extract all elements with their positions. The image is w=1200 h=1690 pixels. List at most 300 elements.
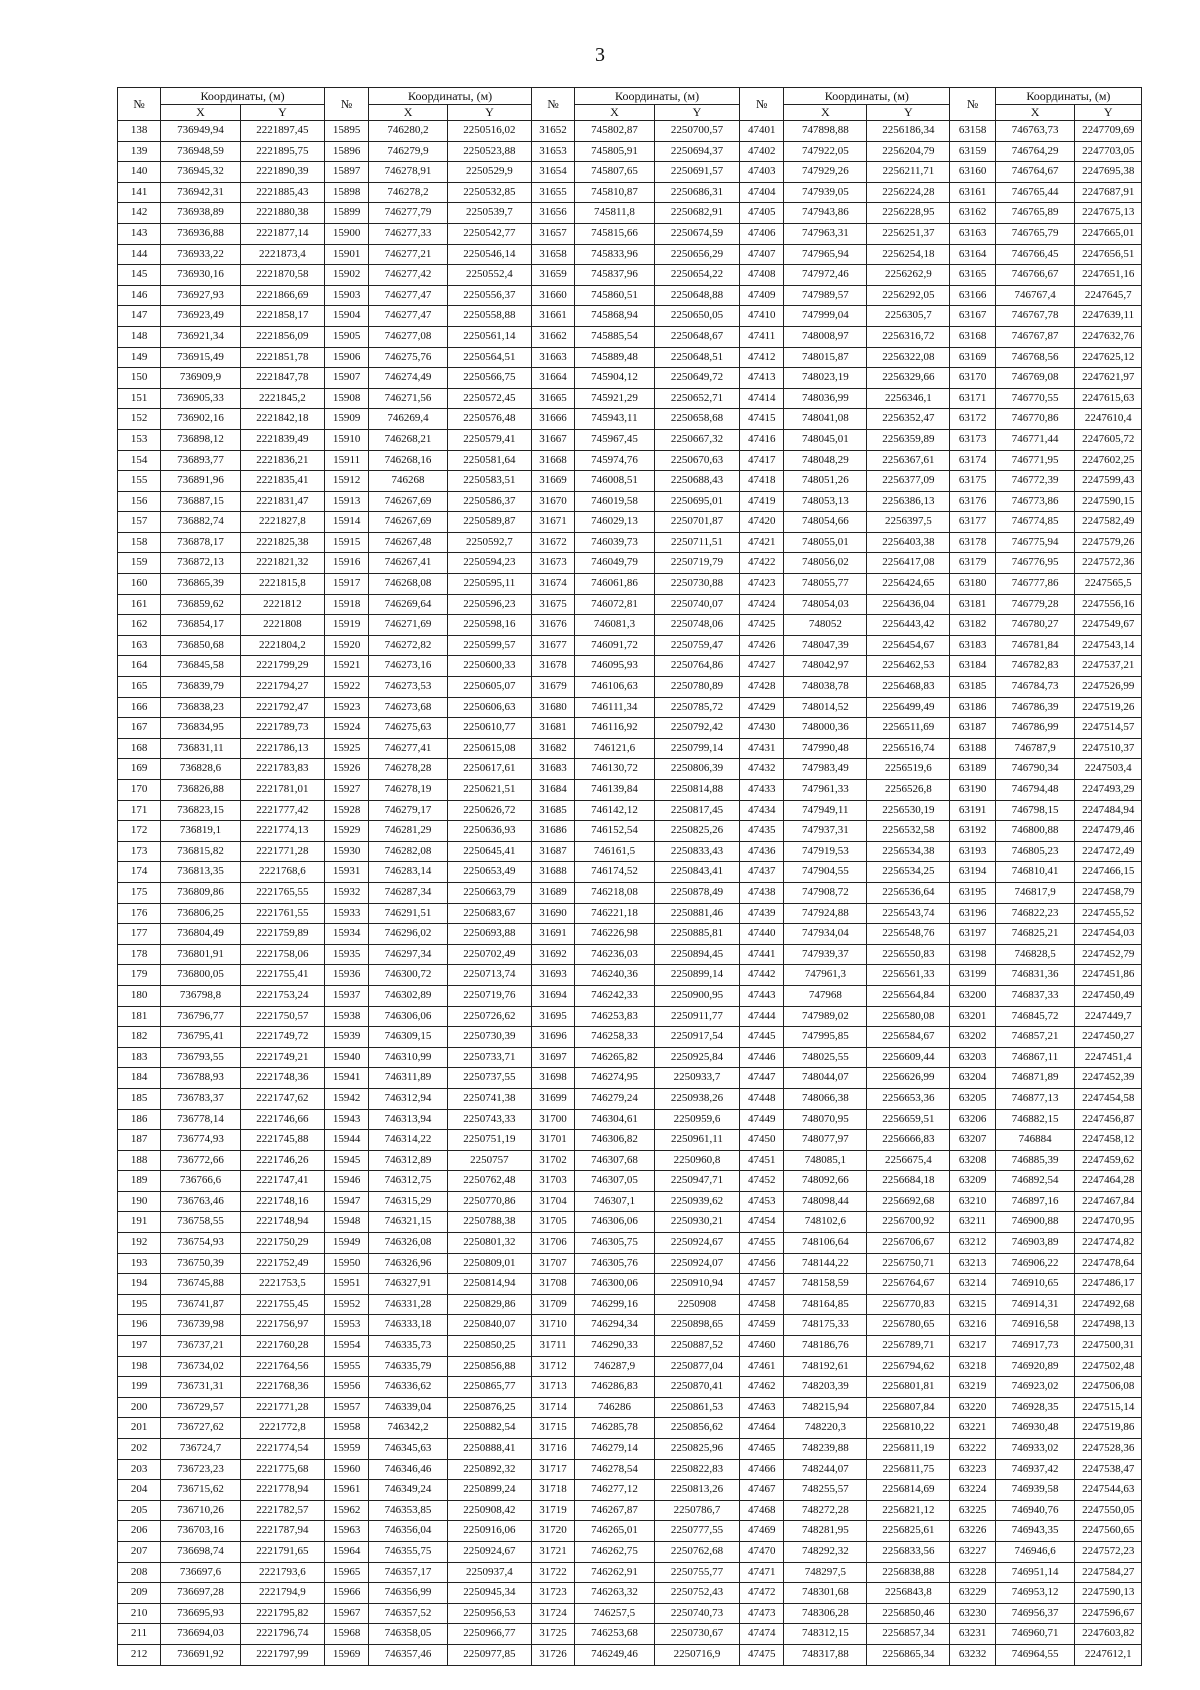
y-coordinate: 2247519,26	[1075, 697, 1142, 718]
x-coordinate: 746253,83	[575, 1006, 655, 1027]
point-number: 63208	[950, 1150, 995, 1171]
y-coordinate: 2256814,69	[867, 1480, 950, 1501]
point-number: 15896	[324, 141, 368, 162]
y-coordinate: 2250924,07	[654, 1253, 739, 1274]
y-header: Y	[240, 105, 324, 121]
y-coordinate: 2250576,48	[447, 409, 531, 430]
point-number: 47465	[740, 1439, 784, 1460]
x-coordinate: 746061,86	[575, 574, 655, 595]
point-number: 63160	[950, 162, 995, 183]
x-coordinate: 746892,54	[995, 1171, 1075, 1192]
y-coordinate: 2250572,45	[447, 388, 531, 409]
y-coordinate: 2250730,88	[654, 574, 739, 595]
y-coordinate: 2221758,06	[240, 944, 324, 965]
point-number: 47463	[740, 1397, 784, 1418]
point-number: 31686	[531, 821, 574, 842]
point-number: 153	[118, 429, 161, 450]
y-coordinate: 2256468,83	[867, 677, 950, 698]
x-coordinate: 746286	[575, 1397, 655, 1418]
y-coordinate: 2256821,12	[867, 1500, 950, 1521]
x-coordinate: 746914,31	[995, 1294, 1075, 1315]
x-coordinate: 746771,44	[995, 429, 1075, 450]
point-number: 63183	[950, 635, 995, 656]
y-coordinate: 2250829,86	[447, 1294, 531, 1315]
x-coordinate: 746294,34	[575, 1315, 655, 1336]
point-number: 47434	[740, 800, 784, 821]
y-coordinate: 2256770,83	[867, 1294, 950, 1315]
coordinates-header: Координаты, (м)	[784, 88, 950, 105]
x-coordinate: 746277,21	[369, 244, 448, 265]
y-coordinate: 2247621,97	[1075, 368, 1142, 389]
point-number: 15921	[324, 656, 368, 677]
point-number: 31681	[531, 718, 574, 739]
point-number: 47451	[740, 1150, 784, 1171]
point-number: 196	[118, 1315, 161, 1336]
point-number: 47470	[740, 1541, 784, 1562]
x-coordinate: 748055,01	[784, 532, 867, 553]
y-coordinate: 2221812	[240, 594, 324, 615]
y-coordinate: 2221753,5	[240, 1274, 324, 1295]
point-number: 31666	[531, 409, 574, 430]
point-number: 47415	[740, 409, 784, 430]
point-number: 63185	[950, 677, 995, 698]
table-row	[118, 697, 1142, 718]
point-number: 15950	[324, 1253, 368, 1274]
point-number: 190	[118, 1191, 161, 1212]
x-coordinate: 746767,87	[995, 326, 1075, 347]
y-coordinate: 2250961,11	[654, 1130, 739, 1151]
point-number: 63190	[950, 780, 995, 801]
x-coordinate: 746268,08	[369, 574, 448, 595]
point-number: 15913	[324, 491, 368, 512]
x-coordinate: 747934,04	[784, 924, 867, 945]
point-number: 200	[118, 1397, 161, 1418]
point-number: 47430	[740, 718, 784, 739]
point-number: 15959	[324, 1439, 368, 1460]
y-coordinate: 2221866,69	[240, 285, 324, 306]
y-coordinate: 2247612,1	[1075, 1644, 1142, 1665]
x-coordinate: 747939,05	[784, 182, 867, 203]
y-coordinate: 2256211,71	[867, 162, 950, 183]
x-coordinate: 746161,5	[575, 841, 655, 862]
table-row	[118, 1356, 1142, 1377]
y-coordinate: 2221873,4	[240, 244, 324, 265]
point-number: 31660	[531, 285, 574, 306]
x-coordinate: 746274,49	[369, 368, 448, 389]
point-number: 63170	[950, 368, 995, 389]
table-row	[118, 594, 1142, 615]
point-number: 15965	[324, 1562, 368, 1583]
x-coordinate: 736783,37	[161, 1088, 241, 1109]
y-coordinate: 2221748,94	[240, 1212, 324, 1233]
x-coordinate: 748092,66	[784, 1171, 867, 1192]
table-row	[118, 615, 1142, 636]
table-row	[118, 985, 1142, 1006]
x-coordinate: 746917,73	[995, 1336, 1075, 1357]
point-number: 47425	[740, 615, 784, 636]
y-coordinate: 2221760,28	[240, 1336, 324, 1357]
point-number: 15935	[324, 944, 368, 965]
x-coordinate: 747989,57	[784, 285, 867, 306]
x-coordinate: 748158,59	[784, 1274, 867, 1295]
y-coordinate: 2247584,27	[1075, 1562, 1142, 1583]
y-coordinate: 2247503,4	[1075, 759, 1142, 780]
table-row	[118, 1603, 1142, 1624]
x-coordinate: 746871,89	[995, 1068, 1075, 1089]
y-coordinate: 2256251,37	[867, 223, 950, 244]
y-coordinate: 2256224,28	[867, 182, 950, 203]
x-coordinate: 736819,1	[161, 821, 241, 842]
point-number: 63200	[950, 985, 995, 1006]
x-coordinate: 748066,38	[784, 1088, 867, 1109]
x-coordinate: 736758,55	[161, 1212, 241, 1233]
y-coordinate: 2250780,89	[654, 677, 739, 698]
point-number: 63205	[950, 1088, 995, 1109]
x-coordinate: 747983,49	[784, 759, 867, 780]
table-row	[118, 1088, 1142, 1109]
y-coordinate: 2221747,41	[240, 1171, 324, 1192]
point-number: 177	[118, 924, 161, 945]
y-coordinate: 2250924,67	[654, 1233, 739, 1254]
point-number: 47407	[740, 244, 784, 265]
y-coordinate: 2247456,87	[1075, 1109, 1142, 1130]
y-coordinate: 2250814,94	[447, 1274, 531, 1295]
x-coordinate: 746784,73	[995, 677, 1075, 698]
point-number: 47437	[740, 862, 784, 883]
x-coordinate: 745921,29	[575, 388, 655, 409]
x-header: X	[369, 105, 448, 121]
y-coordinate: 2256857,34	[867, 1624, 950, 1645]
point-number: 47448	[740, 1088, 784, 1109]
x-coordinate: 746265,01	[575, 1521, 655, 1542]
point-number: 15944	[324, 1130, 368, 1151]
y-coordinate: 2250799,14	[654, 738, 739, 759]
y-coordinate: 2221890,39	[240, 162, 324, 183]
point-number: 15961	[324, 1480, 368, 1501]
table-row	[118, 924, 1142, 945]
point-number: 63210	[950, 1191, 995, 1212]
y-coordinate: 2247695,38	[1075, 162, 1142, 183]
point-number: 15966	[324, 1583, 368, 1604]
x-coordinate: 736754,93	[161, 1233, 241, 1254]
y-coordinate: 2221774,13	[240, 821, 324, 842]
point-number: 15941	[324, 1068, 368, 1089]
point-number: 15917	[324, 574, 368, 595]
point-number: 15962	[324, 1500, 368, 1521]
point-number: 63206	[950, 1109, 995, 1130]
x-coordinate: 746766,45	[995, 244, 1075, 265]
point-number: 47464	[740, 1418, 784, 1439]
table-row	[118, 121, 1142, 142]
x-coordinate: 746277,47	[369, 306, 448, 327]
y-coordinate: 2250702,49	[447, 944, 531, 965]
x-coordinate: 746278,54	[575, 1459, 655, 1480]
point-number: 15932	[324, 882, 368, 903]
point-number: 175	[118, 882, 161, 903]
point-number: 31693	[531, 965, 574, 986]
y-coordinate: 2250911,77	[654, 1006, 739, 1027]
x-coordinate: 736796,77	[161, 1006, 241, 1027]
x-coordinate: 746279,24	[575, 1088, 655, 1109]
x-coordinate: 736938,89	[161, 203, 241, 224]
x-coordinate: 746928,35	[995, 1397, 1075, 1418]
y-coordinate: 2256789,71	[867, 1336, 950, 1357]
y-coordinate: 2247572,23	[1075, 1541, 1142, 1562]
point-number: 63209	[950, 1171, 995, 1192]
point-number: 47413	[740, 368, 784, 389]
x-coordinate: 746770,86	[995, 409, 1075, 430]
x-coordinate: 746356,04	[369, 1521, 448, 1542]
point-number: 47433	[740, 780, 784, 801]
y-coordinate: 2221748,16	[240, 1191, 324, 1212]
x-coordinate: 736898,12	[161, 429, 241, 450]
x-coordinate: 746271,56	[369, 388, 448, 409]
y-coordinate: 2250825,26	[654, 821, 739, 842]
y-coordinate: 2250856,88	[447, 1356, 531, 1377]
x-coordinate: 746142,12	[575, 800, 655, 821]
point-number: 63186	[950, 697, 995, 718]
y-coordinate: 2221768,6	[240, 862, 324, 883]
y-coordinate: 2221794,9	[240, 1583, 324, 1604]
point-number: 47468	[740, 1500, 784, 1521]
x-coordinate: 747999,04	[784, 306, 867, 327]
x-coordinate: 746877,13	[995, 1088, 1075, 1109]
y-coordinate: 2221831,47	[240, 491, 324, 512]
y-coordinate: 2256436,04	[867, 594, 950, 615]
table-row	[118, 388, 1142, 409]
y-coordinate: 2250882,54	[447, 1418, 531, 1439]
x-coordinate: 736729,57	[161, 1397, 241, 1418]
x-coordinate: 746271,69	[369, 615, 448, 636]
page-number: 3	[595, 44, 605, 66]
y-coordinate: 2247464,28	[1075, 1171, 1142, 1192]
x-coordinate: 746249,46	[575, 1644, 655, 1665]
x-coordinate: 736731,31	[161, 1377, 241, 1398]
point-number: 31722	[531, 1562, 574, 1583]
y-coordinate: 2221783,83	[240, 759, 324, 780]
x-coordinate: 746287,34	[369, 882, 448, 903]
x-coordinate: 746279,9	[369, 141, 448, 162]
x-coordinate: 736793,55	[161, 1047, 241, 1068]
x-coordinate: 745860,51	[575, 285, 655, 306]
x-coordinate: 746946,6	[995, 1541, 1075, 1562]
x-coordinate: 736823,15	[161, 800, 241, 821]
point-number: 63224	[950, 1480, 995, 1501]
y-coordinate: 2256833,56	[867, 1541, 950, 1562]
y-coordinate: 2221808	[240, 615, 324, 636]
x-coordinate: 748077,97	[784, 1130, 867, 1151]
y-coordinate: 2250924,67	[447, 1541, 531, 1562]
point-number: 47475	[740, 1644, 784, 1665]
x-coordinate: 736694,03	[161, 1624, 241, 1645]
point-number: 31708	[531, 1274, 574, 1295]
x-coordinate: 746897,16	[995, 1191, 1075, 1212]
y-coordinate: 2247615,63	[1075, 388, 1142, 409]
y-coordinate: 2256801,81	[867, 1377, 950, 1398]
point-number: 47450	[740, 1130, 784, 1151]
y-coordinate: 2221745,88	[240, 1130, 324, 1151]
point-number: 47456	[740, 1253, 784, 1274]
point-number: 15922	[324, 677, 368, 698]
table-row	[118, 944, 1142, 965]
x-coordinate: 748186,76	[784, 1336, 867, 1357]
y-coordinate: 2250900,95	[654, 985, 739, 1006]
table-row	[118, 1562, 1142, 1583]
x-coordinate: 736691,92	[161, 1644, 241, 1665]
y-coordinate: 2221768,36	[240, 1377, 324, 1398]
x-coordinate: 746081,3	[575, 615, 655, 636]
y-coordinate: 2221825,38	[240, 532, 324, 553]
x-coordinate: 746267,41	[369, 553, 448, 574]
x-coordinate: 748052	[784, 615, 867, 636]
point-number: 31673	[531, 553, 574, 574]
y-coordinate: 2221856,09	[240, 326, 324, 347]
x-coordinate: 746268,21	[369, 429, 448, 450]
y-coordinate: 2256499,49	[867, 697, 950, 718]
x-coordinate: 748281,95	[784, 1521, 867, 1542]
point-number: 31655	[531, 182, 574, 203]
y-coordinate: 2250850,25	[447, 1336, 531, 1357]
y-coordinate: 2256397,5	[867, 512, 950, 533]
table-row	[118, 203, 1142, 224]
x-coordinate: 748164,85	[784, 1294, 867, 1315]
x-coordinate: 747965,94	[784, 244, 867, 265]
x-coordinate: 736800,05	[161, 965, 241, 986]
y-coordinate: 2221836,21	[240, 450, 324, 471]
y-coordinate: 2247550,05	[1075, 1500, 1142, 1521]
x-coordinate: 746277,79	[369, 203, 448, 224]
y-header: Y	[867, 105, 950, 121]
y-coordinate: 2250939,62	[654, 1191, 739, 1212]
x-coordinate: 746790,34	[995, 759, 1075, 780]
x-coordinate: 746349,24	[369, 1480, 448, 1501]
point-number: 149	[118, 347, 161, 368]
x-coordinate: 746779,28	[995, 594, 1075, 615]
y-coordinate: 2250579,41	[447, 429, 531, 450]
x-coordinate: 746333,18	[369, 1315, 448, 1336]
x-coordinate: 746764,29	[995, 141, 1075, 162]
y-coordinate: 2247506,08	[1075, 1377, 1142, 1398]
point-number: 15938	[324, 1006, 368, 1027]
point-number: 47459	[740, 1315, 784, 1336]
y-coordinate: 2221755,41	[240, 965, 324, 986]
point-number: 63232	[950, 1644, 995, 1665]
x-coordinate: 736921,34	[161, 326, 241, 347]
point-number: 31709	[531, 1294, 574, 1315]
y-coordinate: 2250730,67	[654, 1624, 739, 1645]
point-number: 63231	[950, 1624, 995, 1645]
point-number: 63207	[950, 1130, 995, 1151]
y-coordinate: 2250843,41	[654, 862, 739, 883]
y-coordinate: 2250938,26	[654, 1088, 739, 1109]
x-coordinate: 746277,12	[575, 1480, 655, 1501]
y-coordinate: 2250899,14	[654, 965, 739, 986]
y-coordinate: 2250822,83	[654, 1459, 739, 1480]
x-coordinate: 746327,91	[369, 1274, 448, 1295]
point-number: 152	[118, 409, 161, 430]
point-number: 31697	[531, 1047, 574, 1068]
x-coordinate: 747961,3	[784, 965, 867, 986]
x-coordinate: 748203,39	[784, 1377, 867, 1398]
y-coordinate: 2221791,65	[240, 1541, 324, 1562]
point-number: 63194	[950, 862, 995, 883]
point-number: 31679	[531, 677, 574, 698]
x-coordinate: 748055,77	[784, 574, 867, 595]
y-coordinate: 2250751,19	[447, 1130, 531, 1151]
x-coordinate: 736774,93	[161, 1130, 241, 1151]
x-coordinate: 748056,02	[784, 553, 867, 574]
point-number: 160	[118, 574, 161, 595]
x-coordinate: 736741,87	[161, 1294, 241, 1315]
x-coordinate: 746265,82	[575, 1047, 655, 1068]
x-coordinate: 736893,77	[161, 450, 241, 471]
y-coordinate: 2247458,12	[1075, 1130, 1142, 1151]
y-coordinate: 2221759,89	[240, 924, 324, 945]
x-coordinate: 748098,44	[784, 1191, 867, 1212]
x-coordinate: 746287,9	[575, 1356, 655, 1377]
x-coordinate: 746831,36	[995, 965, 1075, 986]
x-coordinate: 746765,79	[995, 223, 1075, 244]
point-number: 63226	[950, 1521, 995, 1542]
x-coordinate: 736850,68	[161, 635, 241, 656]
x-coordinate: 745805,91	[575, 141, 655, 162]
x-coordinate: 746951,14	[995, 1562, 1075, 1583]
x-coordinate: 736727,62	[161, 1418, 241, 1439]
x-coordinate: 736703,16	[161, 1521, 241, 1542]
point-number: 47426	[740, 635, 784, 656]
x-coordinate: 745807,65	[575, 162, 655, 183]
y-coordinate: 2250777,55	[654, 1521, 739, 1542]
y-coordinate: 2247582,49	[1075, 512, 1142, 533]
y-coordinate: 2221789,73	[240, 718, 324, 739]
y-coordinate: 2221782,57	[240, 1500, 324, 1521]
y-coordinate: 2247675,13	[1075, 203, 1142, 224]
point-number: 164	[118, 656, 161, 677]
x-coordinate: 736915,49	[161, 347, 241, 368]
point-number: 63163	[950, 223, 995, 244]
table-row	[118, 1644, 1142, 1665]
table-row	[118, 368, 1142, 389]
point-number: 187	[118, 1130, 161, 1151]
y-coordinate: 2221845,2	[240, 388, 324, 409]
y-coordinate: 2221750,29	[240, 1233, 324, 1254]
table-row	[118, 1541, 1142, 1562]
x-coordinate: 736804,49	[161, 924, 241, 945]
table-row	[118, 244, 1142, 265]
x-coordinate: 746339,04	[369, 1397, 448, 1418]
y-coordinate: 2250956,53	[447, 1603, 531, 1624]
y-coordinate: 2250977,85	[447, 1644, 531, 1665]
y-coordinate: 2250743,33	[447, 1109, 531, 1130]
x-coordinate: 746121,6	[575, 738, 655, 759]
y-coordinate: 2247537,21	[1075, 656, 1142, 677]
y-coordinate: 2256580,08	[867, 1006, 950, 1027]
x-coordinate: 746800,88	[995, 821, 1075, 842]
y-coordinate: 2256811,75	[867, 1459, 950, 1480]
point-number: 63184	[950, 656, 995, 677]
table-row	[118, 780, 1142, 801]
point-number: 197	[118, 1336, 161, 1357]
point-number: 189	[118, 1171, 161, 1192]
y-coordinate: 2247645,7	[1075, 285, 1142, 306]
y-coordinate: 2221870,58	[240, 265, 324, 286]
x-coordinate: 748144,22	[784, 1253, 867, 1274]
table-row	[118, 1480, 1142, 1501]
y-coordinate: 2250960,8	[654, 1150, 739, 1171]
y-coordinate: 2256526,8	[867, 780, 950, 801]
x-coordinate: 747937,31	[784, 821, 867, 842]
y-coordinate: 2247610,4	[1075, 409, 1142, 430]
